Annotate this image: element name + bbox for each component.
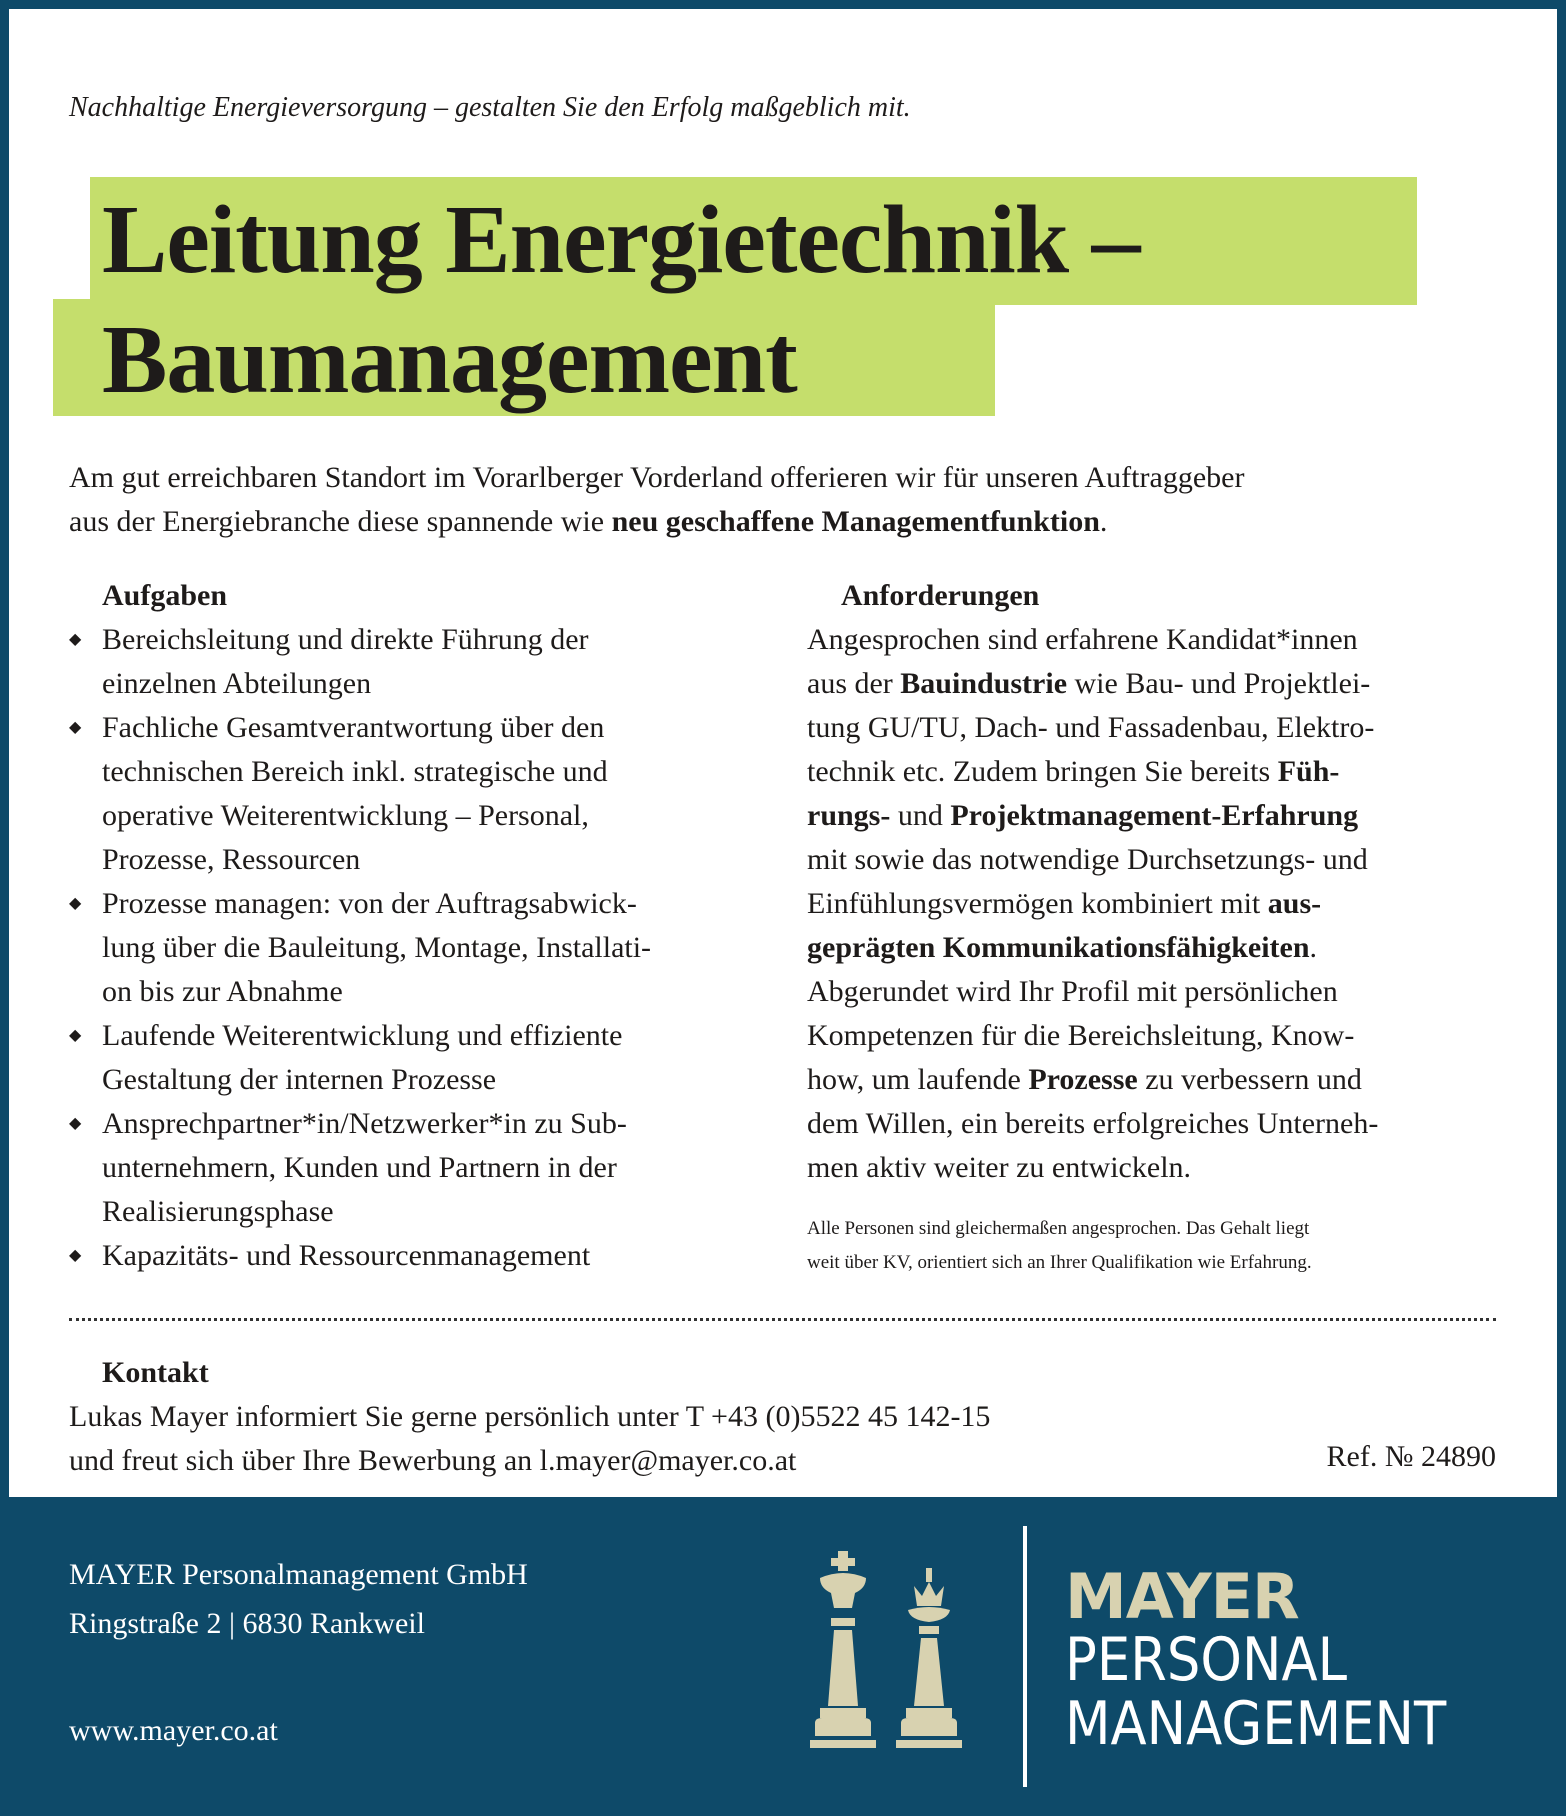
job-title xyxy=(102,180,1140,420)
company-address: Ringstraße 2 | 6830 Rankweil xyxy=(69,1607,425,1640)
text: mit sowie das notwendige Durchsetzungs- und xyxy=(807,843,1368,876)
text-line xyxy=(807,706,1378,750)
job-title-line-1: Leitung Energietechnik – xyxy=(102,186,1140,294)
task-line: on bis zur Abnahme xyxy=(102,975,343,1008)
text-line xyxy=(807,1102,1378,1146)
bold-text: Prozesse xyxy=(1028,1063,1138,1096)
contact-line-2 xyxy=(69,1439,990,1483)
text: tung GU/TU, Dach- und Fassadenbau, Elektro- xyxy=(807,711,1375,744)
intro-paragraph xyxy=(69,456,1244,544)
task-line: Realisierungsphase xyxy=(102,1195,334,1228)
diamond-bullet-icon: ◆ xyxy=(69,895,82,912)
job-title-line-2: Baumanagement xyxy=(102,306,797,414)
text-line xyxy=(807,1014,1378,1058)
text-line xyxy=(807,1146,1378,1190)
task-item xyxy=(69,882,651,1014)
king-piece-icon xyxy=(810,1551,876,1748)
note-line: Alle Personen sind gleichermaßen angesprochen. Das Gehalt liegt xyxy=(807,1218,1310,1239)
tagline: Nachhaltige Energieversorgung – gestalten Sie den Erfolg maßgeblich mit. xyxy=(69,92,911,123)
text: zu verbessern und xyxy=(1137,1063,1362,1096)
task-line: Ansprechpartner*in/Netzwerker*in zu Sub- xyxy=(102,1107,627,1140)
chess-pieces-icon xyxy=(800,1548,990,1748)
text-line xyxy=(807,618,1378,662)
tasks-section xyxy=(69,574,651,1278)
text-line xyxy=(69,500,1244,544)
task-line: technischen Bereich inkl. strategische und xyxy=(102,755,608,788)
text: men aktiv weiter zu entwickeln. xyxy=(807,1151,1192,1184)
text: . xyxy=(1309,931,1318,964)
contact-line-1: Lukas Mayer informiert Sie gerne persönlich unter T +43 (0)5522 45 142-15 xyxy=(69,1400,991,1433)
text-line xyxy=(807,662,1378,706)
text: how, um laufende xyxy=(807,1063,1029,1096)
diamond-bullet-icon: ◆ xyxy=(69,1027,82,1044)
task-line: Prozesse, Ressourcen xyxy=(102,843,361,876)
company-name: MAYER Personalmanagement GmbH xyxy=(69,1558,528,1591)
text: Am gut erreichbaren Standort im Vorarlberger Vorderland offerieren wir für unseren Auftraggeber xyxy=(69,461,1245,494)
task-line: Laufende Weiterentwicklung und effiziente xyxy=(102,1019,623,1052)
task-line: einzelnen Abteilungen xyxy=(102,667,372,700)
logo-personal: PERSONAL xyxy=(1065,1625,1347,1695)
task-item xyxy=(69,1014,651,1102)
logo-management: MANAGEMENT xyxy=(1065,1689,1447,1759)
text-line xyxy=(807,1058,1378,1102)
contact-line-2-text: und freut sich über Ihre Bewerbung an xyxy=(69,1444,540,1477)
bold-text: geprägten Kommunikationsfähigkeiten xyxy=(807,931,1310,964)
tasks-heading: Aufgaben xyxy=(102,579,228,612)
contact-section xyxy=(69,1351,990,1483)
queen-piece-icon xyxy=(896,1568,962,1748)
diamond-bullet-icon: ◆ xyxy=(69,719,82,736)
requirements-text xyxy=(807,618,1378,1190)
text-line xyxy=(807,882,1378,926)
website-link[interactable]: www.mayer.co.at xyxy=(69,1714,278,1747)
text: Abgerundet wird Ihr Profil mit persönlichen xyxy=(807,975,1338,1008)
bold-text: rungs- xyxy=(807,799,891,832)
requirements-heading: Anforderungen xyxy=(841,579,1040,612)
text: aus der Energiebranche diese spannende wie xyxy=(69,505,612,538)
text: dem Willen, ein bereits erfolgreiches Unterneh- xyxy=(807,1107,1379,1140)
bold-text: Füh- xyxy=(1277,755,1340,788)
logo-divider xyxy=(1023,1526,1027,1787)
task-line: Kapazitäts- und Ressourcenmanagement xyxy=(102,1239,591,1272)
salary-note xyxy=(807,1212,1312,1280)
text: und xyxy=(890,799,951,832)
task-item xyxy=(69,1234,651,1278)
bold-text: Projektmanagement-Erfahrung xyxy=(950,799,1359,832)
contact-heading: Kontakt xyxy=(102,1356,209,1389)
text-line xyxy=(807,970,1378,1014)
bold-text: aus- xyxy=(1267,887,1322,920)
text-line xyxy=(807,926,1378,970)
task-line: lung über die Bauleitung, Montage, Installati- xyxy=(102,931,652,964)
text: Kompetenzen für die Bereichsleitung, Know- xyxy=(807,1019,1355,1052)
text: . xyxy=(1099,505,1108,538)
bold-text: neu geschaffene Managementfunktion xyxy=(611,505,1100,538)
text: technik etc. Zudem bringen Sie bereits xyxy=(807,755,1278,788)
task-item xyxy=(69,618,651,706)
text-line xyxy=(807,794,1378,838)
bold-text: Bauindustrie xyxy=(900,667,1068,700)
text: aus der xyxy=(807,667,901,700)
email-link[interactable]: l.mayer@mayer.co.at xyxy=(539,1444,797,1477)
text-line xyxy=(69,456,1244,500)
logo-mayer: MAYER xyxy=(1065,1560,1299,1633)
task-item xyxy=(69,1102,651,1234)
task-line: unternehmern, Kunden und Partnern in der xyxy=(102,1151,617,1184)
task-line: operative Weiterentwicklung – Personal, xyxy=(102,799,589,832)
task-item xyxy=(69,706,651,882)
diamond-bullet-icon: ◆ xyxy=(69,1115,82,1132)
tasks-list xyxy=(69,618,651,1278)
task-line: Prozesse managen: von der Auftragsabwick- xyxy=(102,887,637,920)
text-line xyxy=(807,750,1378,794)
dotted-divider xyxy=(69,1318,1496,1321)
task-line: Gestaltung der internen Prozesse xyxy=(102,1063,497,1096)
text: wie Bau- und Projektlei- xyxy=(1067,667,1371,700)
task-line: Fachliche Gesamtverantwortung über den xyxy=(102,711,605,744)
reference-number: Ref. № 24890 xyxy=(1326,1440,1496,1473)
requirements-section xyxy=(807,574,1378,1190)
text: Einfühlungsvermögen kombiniert mit xyxy=(807,887,1268,920)
note-line: weit über KV, orientiert sich an Ihrer Qualifikation wie Erfahrung. xyxy=(807,1252,1312,1273)
text-line xyxy=(807,838,1378,882)
diamond-bullet-icon: ◆ xyxy=(69,631,82,648)
diamond-bullet-icon: ◆ xyxy=(69,1247,82,1264)
text: Angesprochen sind erfahrene Kandidat*innen xyxy=(807,623,1358,656)
task-line: Bereichsleitung und direkte Führung der xyxy=(102,623,589,656)
